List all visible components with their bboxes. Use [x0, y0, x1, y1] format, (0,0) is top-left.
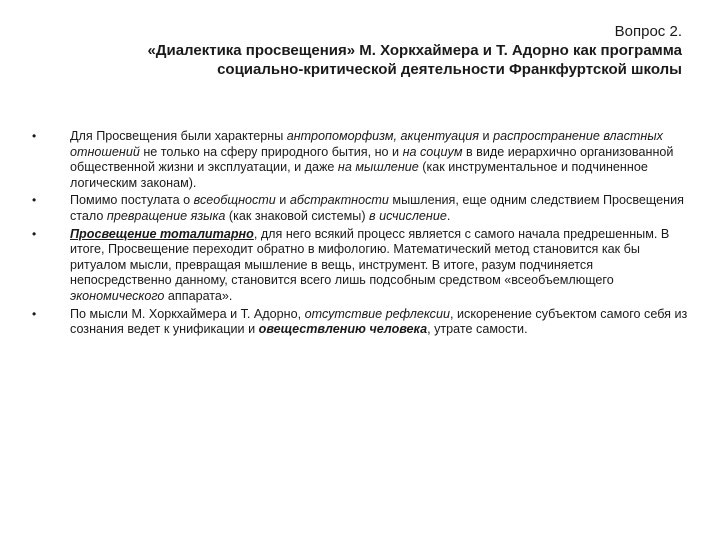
text-run: (как инструментальное и подчиненное логическим законам).: [70, 160, 648, 190]
bullet-icon: •: [32, 226, 37, 241]
text-run: аппарата».: [164, 288, 233, 303]
bullet-icon: •: [32, 129, 37, 143]
slide-body: [32, 129, 690, 340]
text-run: , для него всякий процесс является с самого начала предрешенным. В итоге, Просвещение переходит обратно в мифологию. Математический метод становится как бы ритуалом мысли, превращая мышление в вещь, инструмент. В итоге, разум подчиняется непосредственно данному, становится всего лишь подсобным средством «всеобъемлющего: [70, 226, 670, 288]
text-run: , искоренение субъектом самого себя из сознания ведет к унификации и: [70, 306, 688, 337]
italic-run: отсутствие рефлексии: [304, 306, 450, 321]
italic-run: абстрактности: [289, 193, 389, 208]
text-run: мышления, еще одним следствием Просвещения стало: [70, 193, 684, 223]
text-run: (как знаковой системы): [225, 208, 370, 223]
italic-run: всеобщности: [193, 193, 276, 208]
text-run: в виде иерархично организованной общественной жизни и эксплуатации, и даже: [70, 144, 674, 175]
bold-italic-run: овеществлению человека: [258, 322, 428, 337]
list-item: [32, 307, 690, 338]
bullet-list: [32, 129, 690, 338]
text-run: и: [479, 129, 494, 143]
slide-header: [62, 22, 682, 79]
bullet-icon: •: [32, 193, 37, 208]
bullet-icon: •: [32, 306, 37, 321]
text-run: , утрате самости.: [427, 322, 528, 337]
slide-title: «Диалектика просвещения» М. Хоркхаймера и Т. Адорно как программа социально-критической деятельности Франкфуртской школы: [147, 42, 682, 78]
list-item: [32, 129, 690, 191]
question-number: Вопрос 2.: [614, 23, 682, 40]
italic-run: экономического: [70, 288, 165, 303]
italic-run: превращение языка: [106, 208, 226, 223]
text-run: не только на сферу природного бытия, но и: [139, 144, 403, 159]
italic-run: в исчисление: [369, 208, 447, 223]
italic-run: на мышление: [337, 160, 419, 175]
list-item: [32, 227, 690, 305]
text-run: .: [446, 208, 451, 223]
text-run: Для Просвещения были характерны: [70, 129, 287, 143]
italic-run: на социум: [402, 144, 463, 159]
italic-run: распространение властных отношений: [70, 129, 663, 159]
list-item: [32, 193, 690, 224]
text-run: По мысли М. Хоркхаймера и Т. Адорно,: [70, 306, 305, 321]
text-run: Помимо постулата о: [70, 193, 194, 208]
text-run: и: [275, 193, 290, 208]
bold-underline-run: Просвещение тоталитарно: [70, 226, 254, 241]
italic-run: антропоморфизм, акцентуация: [286, 129, 480, 143]
